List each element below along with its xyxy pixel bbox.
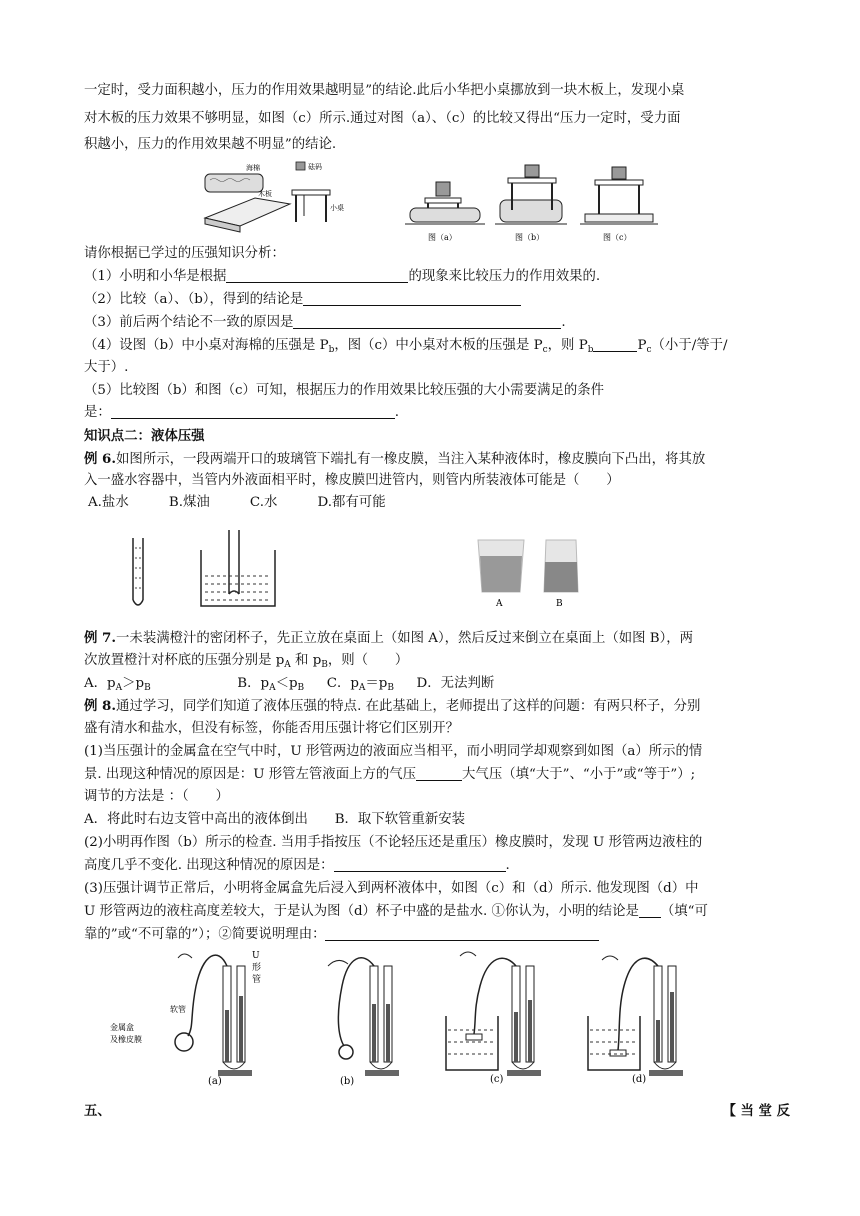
table-experiment-figure <box>200 160 660 244</box>
answer-blank-4[interactable] <box>593 337 637 352</box>
question-4: （4）设图（b）中小桌对海棉的压强是 $P_b$，图（c）中小桌对木板的压强是 $P_c$，则 $P_b$ $P_c$（小于/等于/ <box>84 338 728 355</box>
question-4-cont: 大于）. <box>84 360 129 375</box>
figure-b <box>495 165 567 242</box>
example-8-part2-line-2: 高度几乎不变化. 出现这种情况的原因是： . <box>84 858 510 873</box>
cup-inverted-drawing <box>544 540 578 609</box>
example-8-part1-options: A．将此时右边支管中高出的液体倒出 B．取下软管重新安装 <box>84 812 466 827</box>
gauge-c-drawing <box>446 952 541 1085</box>
question-lead: 请你根据已学过的压强知识分析： <box>84 246 285 261</box>
option-c[interactable]: C．$p_A=p_B$ <box>326 676 395 693</box>
gauge-guan-label: 管 <box>252 975 262 985</box>
knowledge-point-2-heading: 知识点二：液体压强 <box>84 428 205 444</box>
example-8-part1-line-1: (1)当压强计的金属盒在空气中时，U 形管两边的液面应当相平，而小明同学却观察到如图（a）所示的情 <box>84 744 703 759</box>
hose-label: 软管 <box>170 1005 186 1014</box>
gauge-b-drawing <box>328 958 399 1087</box>
question-3: （3）前后两个结论不一致的原因是 . <box>84 315 566 330</box>
figure-b-label: 图（b） <box>515 233 545 242</box>
single-tube-drawing <box>133 538 143 605</box>
gauge-a-drawing <box>110 951 261 1087</box>
cup-b-label: B <box>556 599 563 609</box>
example-6-line-1: 例 6.如图所示，一段两端开口的玻璃管下端扎有一橡皮膜，当注入某种液体时，橡皮膜向下凸出，将其放 <box>84 451 706 467</box>
metal-box-label-2: 及橡皮膜 <box>110 1035 142 1044</box>
option-d[interactable]: D．无法判断 <box>416 676 495 691</box>
answer-blank-reason-2[interactable] <box>334 857 506 872</box>
example-8-part3-line-1: (3)压强计调节正常后，小明将金属盒先后浸入到两杯液体中，如图（c）和（d）所示. 他发现图（d）中 <box>84 881 699 896</box>
question-1: （1）小明和小华是根据 的现象来比较压力的作用效果的. <box>84 269 601 284</box>
footer-section-title: 【 当 堂 反 <box>722 1103 790 1119</box>
gauge-b-caption: (b) <box>340 1076 355 1087</box>
answer-blank-reason-3[interactable] <box>325 926 599 941</box>
gauge-a-caption: (a) <box>208 1076 222 1087</box>
juice-cup-figure <box>474 536 584 612</box>
answer-blank-1[interactable] <box>226 268 408 283</box>
figure-a <box>405 182 485 242</box>
sponge-drawing <box>205 163 263 192</box>
example-6-line-2: 入一盛水容器中，当管内外液面相平时，橡皮膜凹进管内，则管内所装液体可能是（ ） <box>84 473 620 488</box>
figure-c-label: 图（c） <box>603 233 632 242</box>
board-label: 木板 <box>258 190 272 198</box>
gauge-d-caption: (d) <box>632 1074 647 1085</box>
sponge-label: 海棉 <box>246 164 260 172</box>
gauge-xing-label: 形 <box>252 963 262 973</box>
gauge-c-caption: (c) <box>490 1074 504 1085</box>
question-5-cont: 是： . <box>84 405 400 420</box>
figure-a-label: 图（a） <box>428 233 457 242</box>
answer-blank-2[interactable] <box>303 291 521 306</box>
answer-blank-pressure[interactable] <box>416 766 462 781</box>
answer-blank-5[interactable] <box>111 404 395 419</box>
gauge-d-drawing <box>588 956 683 1085</box>
cup-upright-drawing <box>478 540 524 609</box>
example-8-part3-line-2: U 形管两边的液柱高度差较大，于是认为图（d）杯子中盛的是盐水. ①你认为，小明的结论是 （填“可 <box>84 904 708 919</box>
intro-line-1: 一定时，受力面积越小，压力的作用效果越明显”的结论.此后小华把小桌挪放到一块木板上，发现小桌 <box>84 83 685 98</box>
cup-a-label: A <box>496 599 503 609</box>
metal-box-label: 金属盒 <box>110 1023 134 1032</box>
intro-line-2: 对木板的压力效果不够明显，如图（c）所示.通过对图（a）、（c）的比较又得出“压力一定时，受力面 <box>84 111 681 126</box>
container-tube-drawing <box>201 530 275 606</box>
answer-blank-3[interactable] <box>293 314 561 329</box>
example-8-line-1: 例 8.通过学习，同学们知道了液体压强的特点. 在此基础上，老师提出了这样的问题：有两只杯子，分别 <box>84 698 701 714</box>
figure-c <box>580 167 658 242</box>
weight-label: 砝码 <box>308 163 322 171</box>
question-5: （5）比较图（b）和图（c）可知，根据压力的作用效果比较压强的大小需要满足的条件 <box>84 383 605 398</box>
example-8-part1-line-2: 景. 出现这种情况的原因是：U 形管左管液面上方的气压 大气压（填“大于”、“小于”或“等于”）; <box>84 767 696 782</box>
example-6-options: A.盐水 B.煤油 C.水 D.都有可能 <box>88 495 386 510</box>
example-7-line-1: 例 7.一未装满橙汁的密闭杯子，先正立放在桌面上（如图 A），然后反过来倒立在桌面上（如图 B），两 <box>84 630 694 646</box>
option-b[interactable]: B．$p_A<p_B$ <box>237 676 305 693</box>
glass-tube-figure <box>125 528 285 610</box>
gauge-u-label: U <box>252 951 260 961</box>
example-7-line-2: 次放置橙汁对杯底的压强分别是 $p_A$ 和 $p_B$，则（ ） <box>84 653 409 670</box>
example-8-line-2: 盛有清水和盐水，但没有标签，你能否用压强计将它们区别开？ <box>84 721 459 736</box>
option-a[interactable]: A．$p_A>p_B$ <box>84 676 151 693</box>
example-8-part1-line-3: 调节的方法是 ：（ ） <box>84 789 229 804</box>
board-drawing <box>205 189 290 232</box>
example-8-part3-line-3: 靠的”或“不可靠的”）；②简要说明理由： <box>84 924 784 946</box>
weight-table-drawing <box>292 162 344 222</box>
pressure-gauge-figure <box>108 946 708 1088</box>
example-8-part2-line-1: (2)小明再作图（b）所示的检查. 当用手指按压（不论轻压还是重压）橡皮膜时，发现 U 形管两边液柱的 <box>84 835 703 850</box>
question-2: （2）比较（a）、（b），得到的结论是 <box>84 289 784 311</box>
intro-line-3: 积越小，压力的作用效果越不明显”的结论. <box>84 137 337 152</box>
table-label: 小桌 <box>330 204 344 212</box>
footer-section-number: 五、 <box>84 1103 111 1119</box>
answer-blank-conclusion[interactable] <box>639 903 661 918</box>
